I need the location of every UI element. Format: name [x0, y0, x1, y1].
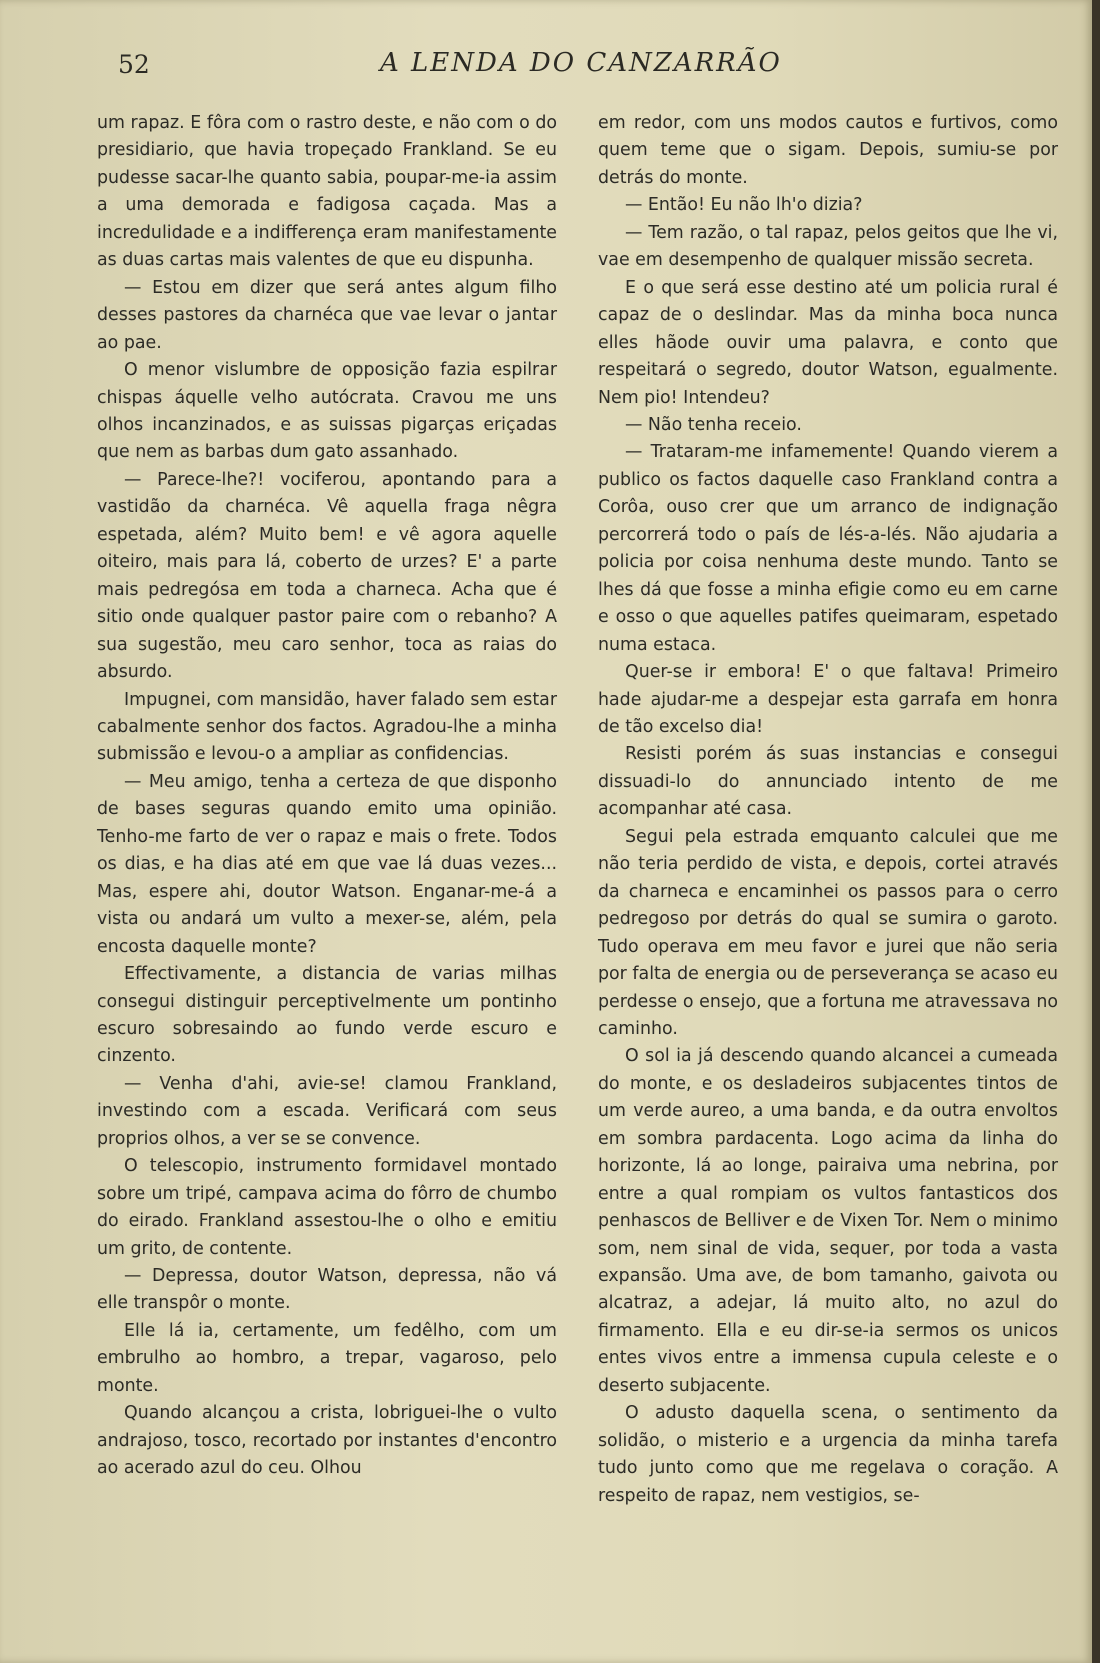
running-title: A LENDA DO CANZARRÃO [380, 48, 782, 78]
paragraph: Quando alcançou a crista, lobriguei-lhe o vulto andrajoso, tosco, recortado por instantes d'encontro ao acerado azul do ceu. Olhou [97, 1403, 557, 1479]
paragraph: Resisti porém ás suas instancias e consegui dissuadi-lo do annunciado intento de me acompanhar até casa. [598, 744, 1058, 820]
paragraph: em redor, com uns modos cautos e furtivos, como quem teme que o sigam. Depois, sumiu-se por detrás do monte. [598, 113, 1058, 188]
page-header [0, 44, 1092, 84]
paragraph: — Estou em dizer que será antes algum filho desses pastores da charnéca que vae levar o jantar ao pae. [97, 277, 557, 353]
paragraph: O menor vislumbre de opposição fazia espilrar chispas áquelle velho autócrata. Cravou me uns olhos incanzinados, e as suissas pigarças eriçadas que nem as barbas dum gato assanhado. [97, 360, 557, 463]
paragraph: — Meu amigo, tenha a certeza de que disponho de bases seguras quando emito uma opinião. Tenho-me farto de ver o rapaz e mais o frete. Todos os dias, e ha dias até em que vae lá duas vezes... Mas, espere ahi, doutor Watson. Enganar-me-á a vista ou andará um vulto a mexer-se, além, pela encosta daquelle monte? [97, 771, 557, 957]
paragraph: — Depressa, doutor Watson, depressa, não vá elle transpôr o monte. [97, 1266, 557, 1314]
paragraph: O adusto daquella scena, o sentimento da solidão, o misterio e a urgencia da minha tarefa tudo junto como que me regelava o coração. A respeito de rapaz, nem vestigios, se- [598, 1403, 1058, 1506]
paragraph: Impugnei, com mansidão, haver falado sem estar cabalmente senhor dos factos. Agradou-lhe a minha submissão e levou-o a ampliar as confidencias. [97, 689, 557, 765]
paragraph: — Tem razão, o tal rapaz, pelos geitos que lhe vi, vae em desempenho de qualquer missão secreta. [598, 222, 1058, 271]
paragraph: um rapaz. E fôra com o rastro deste, e não com o do presidiario, que havia tropeçado Frankland. Se eu pudesse sacar-lhe quanto sabia, poupar-me-ia assim a uma demorada e fadigosa caçada. Mas a incredulidade e a indifferença eram manifestamente as duas cartas mais valentes de que eu dispunha. [97, 113, 557, 271]
paragraph: Elle lá ia, certamente, um fedêlho, com um embrulho ao hombro, a trepar, vagaroso, pelo monte. [97, 1320, 557, 1396]
paragraph: Segui pela estrada emquanto calculei que me não teria perdido de vista, e depois, cortei através da charneca e encaminhei os passos para o cerro pedregoso por detrás do qual se sumira o garoto. Tudo operava em meu favor e jurei que não seria por falta de energia ou de perseverança se acaso eu perdesse o ensejo, que a fortuna me atravessava no caminho. [598, 826, 1058, 1039]
page-edge [1092, 0, 1100, 1663]
paragraph: E o que será esse destino até um policia rural é capaz de o deslindar. Mas da minha boca nunca elles hãode ouvir uma palavra, e conto que respeitará o segredo, doutor Watson, egualmente. Nem pio! Intendeu? [598, 277, 1058, 408]
paragraph: O telescopio, instrumento formidavel montado sobre um tripé, campava acima do fôrro de chumbo do eirado. Frankland assestou-lhe o olho e emitiu um grito, de contente. [97, 1156, 557, 1259]
paragraph: Quer-se ir embora! E' o que faltava! Primeiro hade ajudar-me a despejar esta garrafa em honra de tão excelso dia! [598, 662, 1058, 737]
paragraph: Effectivamente, a distancia de varias milhas consegui distinguir perceptivelmente um pontinho escuro sobresaindo ao fundo verde escuro e cinzento. [97, 964, 557, 1067]
left-column [97, 110, 557, 1483]
paragraph: — Então! Eu não lh'o dizia? [625, 195, 863, 216]
paragraph: O sol ia já descendo quando alcancei a cumeada do monte, e os desladeiros subjacentes tintos de um verde aureo, a uma banda, e da outra envoltos em sombra pardacenta. Logo acima da linha do horizonte, lá ao longe, pairaiva uma nebrina, por entre a qual rompiam os vultos fantasticos dos penhascos de Belliver e de Vixen Tor. Nem o minimo som, nem sinal de vida, sequer, por toda a vasta expansão. Uma ave, de bom tamanho, gaivota ou alcatraz, a adejar, lá muito alto, no azul do firmamento. Ella e eu dir-se-ia sermos os unicos entes vivos entre a immensa cupula celeste e o deserto subjacente. [598, 1046, 1058, 1396]
right-column [598, 110, 1058, 1510]
paragraph: — Trataram-me infamemente! Quando vierem a publico os factos daquelle caso Frankland contra a Corôa, ouso crer que um arranco de indignação percorrerá todo o país de lés-a-lés. Não ajudaria a policia por coisa nenhuma deste mundo. Tanto se lhes dá que fosse a minha efigie como eu em carne e osso o que aquelles patifes queimaram, espetado numa estaca. [598, 442, 1058, 655]
paragraph: — Não tenha receio. [625, 414, 802, 435]
paragraph: — Venha d'ahi, avie-se! clamou Frankland, investindo com a escada. Verificará com seus proprios olhos, a ver se se convence. [97, 1073, 557, 1149]
paragraph: — Parece-lhe?! vociferou, apontando para a vastidão da charnéca. Vê aquella fraga nêgra espetada, além? Muito bem! e vê agora aquelle oiteiro, mais para lá, coberto de urzes? E' a parte mais pedregósa em toda a charneca. Acha que é sitio onde qualquer pastor paire com o rebanho? A sua sugestão, meu caro senhor, toca as raias do absurdo. [97, 469, 557, 683]
page-number: 52 [118, 50, 150, 79]
